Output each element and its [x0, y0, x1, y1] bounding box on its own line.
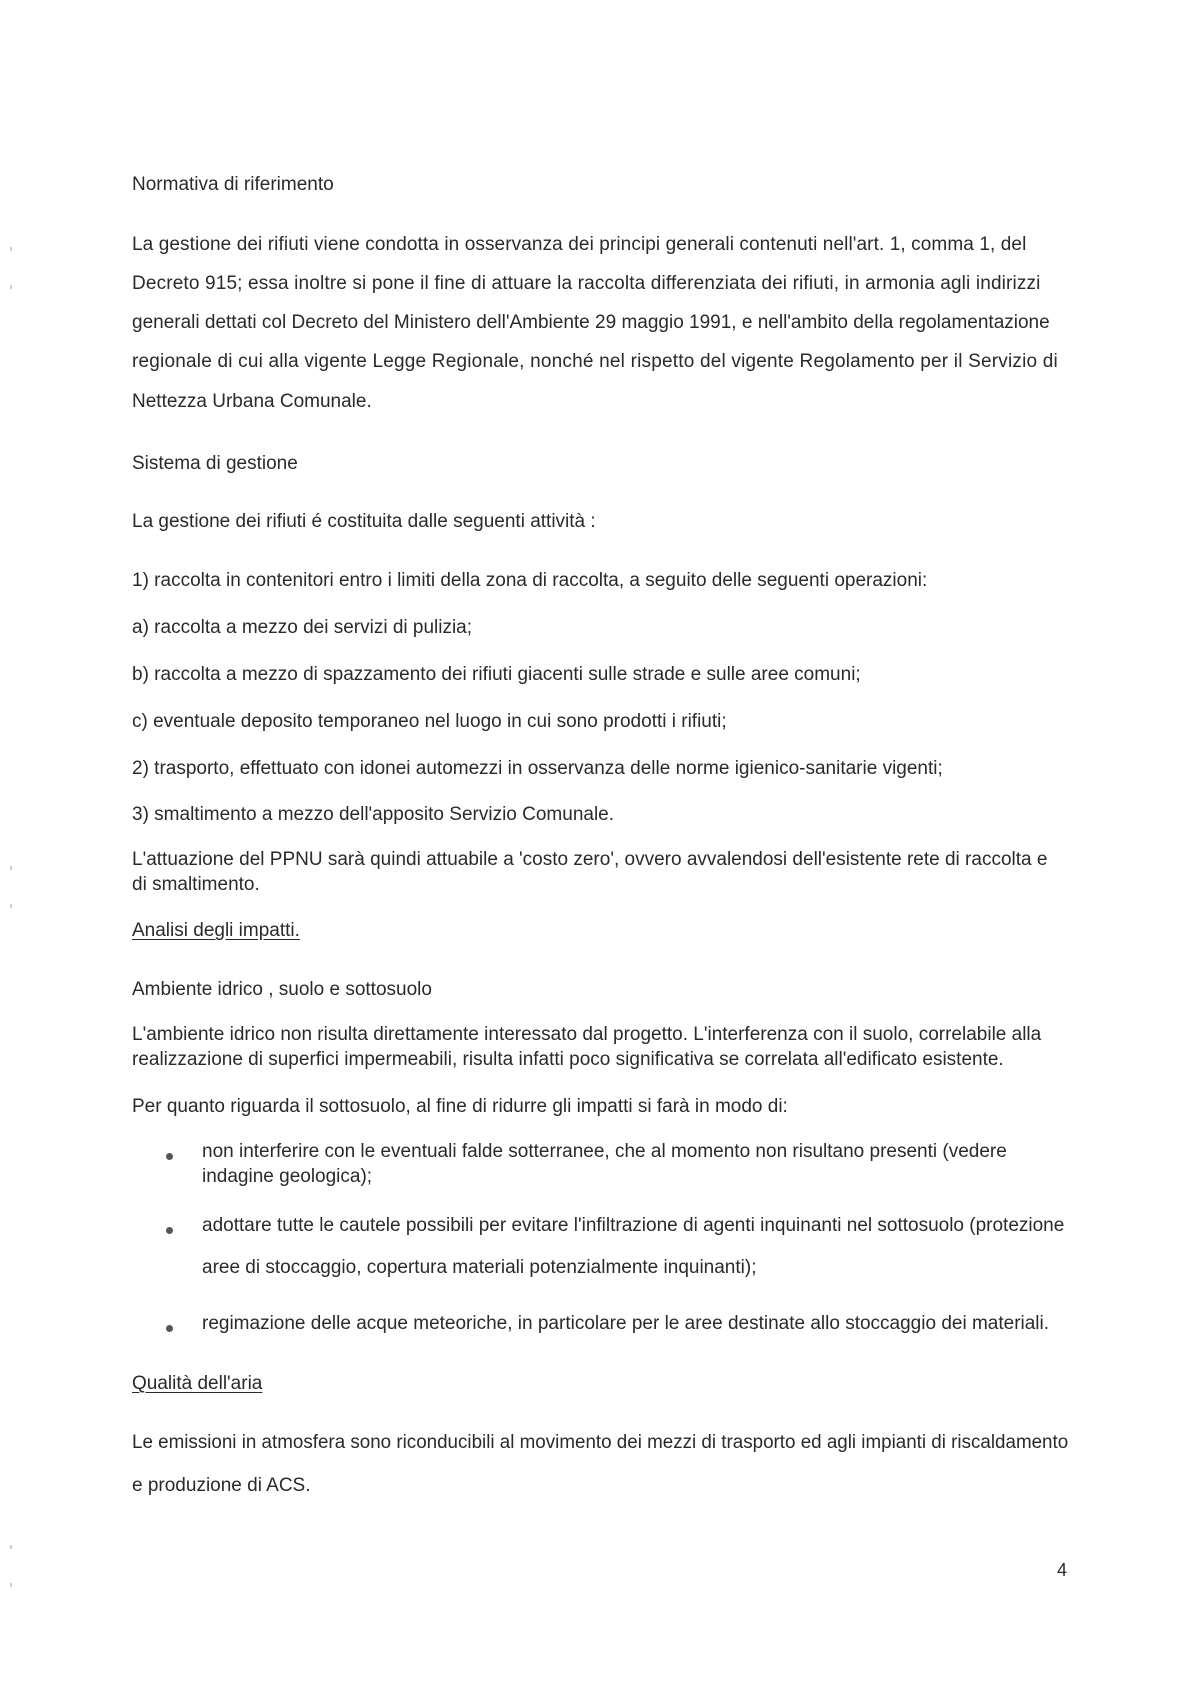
bullet-item-line: regimazione delle acque meteoriche, in particolare per le aree destinate allo stoccaggio dei materiali. [202, 1313, 1050, 1334]
paragraph-line: Nettezza Urbana Comunale. [132, 391, 372, 412]
paragraph-line: generali dettati col Decreto del Ministero dell'Ambiente 29 maggio 1991, e nell'ambito della regolamentazione [132, 312, 1050, 333]
bullet-item-line: non interferire con le eventuali falde sotterranee, che al momento non risultano presenti (vedere [202, 1141, 1007, 1162]
paragraph-line: di smaltimento. [132, 874, 260, 895]
scan-mark [10, 866, 12, 870]
paragraph-line: Le emissioni in atmosfera sono riconducibili al movimento dei mezzi di trasporto ed agli impianti di riscaldamento [132, 1432, 1069, 1453]
list-item: b) raccolta a mezzo di spazzamento dei rifiuti giacenti sulle strade e sulle aree comuni; [132, 664, 861, 685]
page-number: 4 [1057, 1560, 1068, 1580]
section-heading-analisi: Analisi degli impatti. [132, 920, 300, 941]
section-heading-normativa: Normativa di riferimento [132, 174, 334, 195]
bullet-item-line: indagine geologica); [202, 1166, 373, 1187]
bullet-icon [166, 1325, 173, 1332]
section-heading-aria: Qualità dell'aria [132, 1373, 263, 1394]
paragraph-line: L'attuazione del PPNU sarà quindi attuabile a 'costo zero', ovvero avvalendosi dell'esistente rete di raccolta e [132, 849, 1048, 870]
paragraph-line: regionale di cui alla vigente Legge Regionale, nonché nel rispetto del vigente Regolamento per il Servizio di [132, 351, 1058, 372]
list-item: 1) raccolta in contenitori entro i limiti della zona di raccolta, a seguito delle seguenti operazioni: [132, 570, 928, 591]
bullet-item-line: aree di stoccaggio, copertura materiali potenzialmente inquinanti); [202, 1257, 757, 1278]
paragraph-line: Per quanto riguarda il sottosuolo, al fine di ridurre gli impatti si farà in modo di: [132, 1096, 788, 1117]
bullet-item-line: adottare tutte le cautele possibili per evitare l'infiltrazione di agenti inquinanti nel sottosuolo (protezione [202, 1215, 1065, 1236]
bullet-icon [166, 1227, 173, 1234]
subsection-heading-ambiente: Ambiente idrico , suolo e sottosuolo [132, 979, 432, 1000]
scan-mark [10, 285, 12, 289]
bullet-icon [166, 1153, 173, 1160]
paragraph-line: e produzione di ACS. [132, 1475, 311, 1496]
paragraph-line: realizzazione di superfici impermeabili, risulta infatti poco significativa se correlata all'edificato esistente. [132, 1049, 1004, 1070]
scan-mark [10, 1545, 12, 1549]
list-item: c) eventuale deposito temporaneo nel luogo in cui sono prodotti i rifiuti; [132, 711, 727, 732]
scan-mark [10, 247, 12, 251]
paragraph-line: Decreto 915; essa inoltre si pone il fine di attuare la raccolta differenziata dei rifiuti, in armonia agli indirizzi [132, 273, 1041, 294]
list-item: 3) smaltimento a mezzo dell'apposito Servizio Comunale. [132, 804, 615, 825]
paragraph-line: La gestione dei rifiuti é costituita dalle seguenti attività : [132, 511, 596, 532]
paragraph-line: L'ambiente idrico non risulta direttamente interessato dal progetto. L'interferenza con il suolo, correlabile alla [132, 1024, 1042, 1045]
section-heading-sistema: Sistema di gestione [132, 453, 298, 474]
paragraph-line: La gestione dei rifiuti viene condotta in osservanza dei principi generali contenuti nell'art. 1, comma 1, del [132, 234, 1027, 255]
list-item: 2) trasporto, effettuato con idonei automezzi in osservanza delle norme igienico-sanitarie vigenti; [132, 758, 943, 779]
scan-mark [10, 904, 12, 908]
scan-mark [10, 1583, 12, 1587]
list-item: a) raccolta a mezzo dei servizi di pulizia; [132, 617, 473, 638]
